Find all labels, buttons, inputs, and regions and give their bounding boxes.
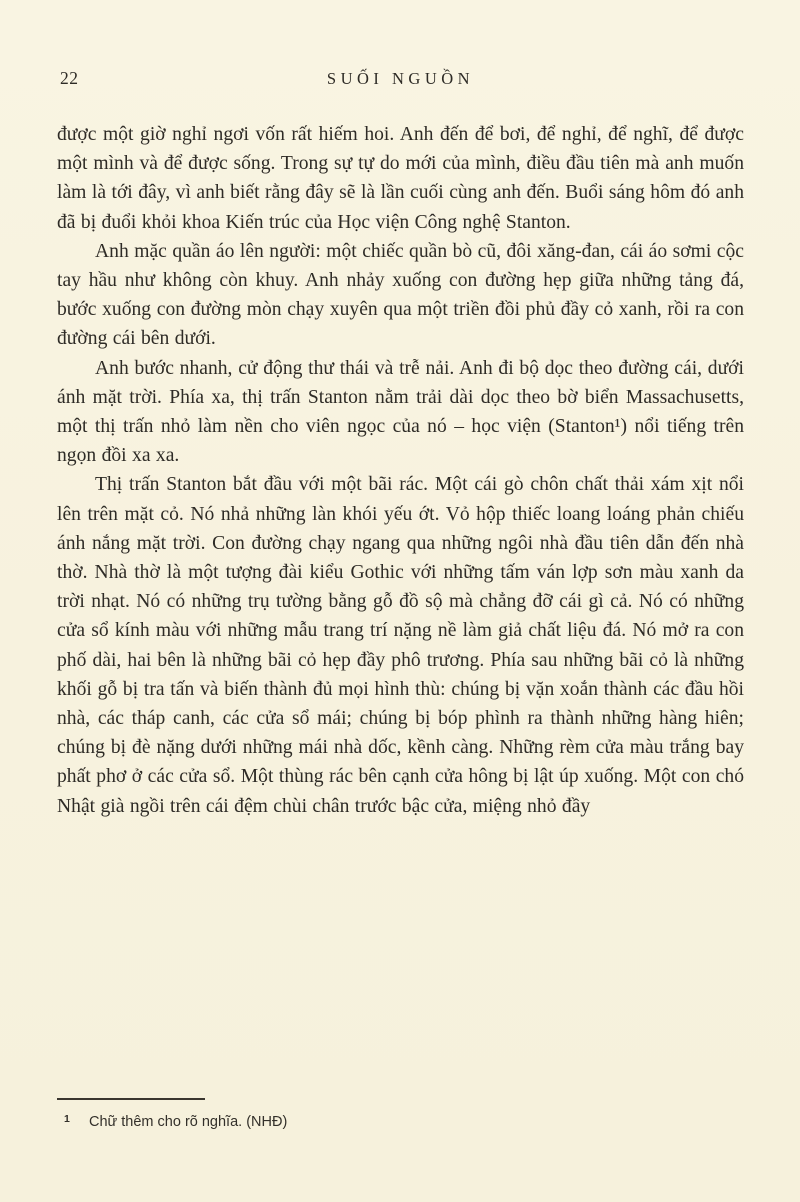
paragraph: được một giờ nghỉ ngơi vốn rất hiếm hoi. Anh đến để bơi, để nghỉ, để nghĩ, để được một mình và để được sống. Trong sự tự do mới của mình, điều đầu tiên mà anh muốn làm là tới đây, vì anh biết rằng đây sẽ là lần cuối cùng anh đến. Buổi sáng hôm đó anh đã bị đuổi khỏi khoa Kiến trúc của Học viện Công nghệ Stanton. [57, 124, 744, 233]
paragraph: Thị trấn Stanton bắt đầu với một bãi rác. Một cái gò chôn chất thải xám xịt nổi lên trên mặt cỏ. Nó nhả những làn khói yếu ớt. Vỏ hộp thiếc loang loáng phản chiếu ánh nắng mặt trời. Con đường chạy ngang qua những ngôi nhà đầu tiên dẫn đến nhà thờ. Nhà thờ là một tượng đài kiểu Gothic với những tấm ván lợp sơn màu xanh da trời nhạt. Nó có những trụ tường bằng gỗ đồ sộ mà chẳng đỡ cái gì cả. Nó có những cửa sổ kính màu với những mẫu trang trí nặng nề làm giả chất liệu đá. Nó mở ra con phố dài, hai bên là những bãi cỏ hẹp đầy phô trương. Phía sau những bãi cỏ là những khối gỗ bị tra tấn và biến thành đủ mọi hình thù: chúng bị vặn xoắn thành các đầu hồi nhà, các tháp canh, các cửa sổ mái; chúng bị bóp phình ra thành những hàng hiên; chúng bị đè nặng dưới những mái nhà dốc, kềnh càng. Những rèm cửa màu trắng bay phất phơ ở các cửa sổ. Một thùng rác bên cạnh cửa hông bị lật úp xuống. Một con chó Nhật già ngồi trên cái đệm chùi chân trước bậc cửa, miệng nhỏ đầy [57, 474, 744, 817]
paragraph: Anh mặc quần áo lên người: một chiếc quần bò cũ, đôi xăng-đan, cái áo sơmi cộc tay hầu như không còn khuy. Anh nhảy xuống con đường hẹp giữa những tảng đá, bước xuống con đường mòn chạy xuyên qua một triền đồi phủ đầy cỏ xanh, rồi ra con đường cái bên dưới. [57, 240, 744, 350]
footnote [57, 1098, 744, 1130]
running-title: SUỐI NGUỒN [326, 69, 475, 88]
footnote-text: Chữ thêm cho rõ nghĩa. (NHĐ) [89, 1114, 288, 1130]
footnote-marker: 1 [64, 1113, 70, 1125]
paragraph: Anh bước nhanh, cử động thư thái và trễ nải. Anh đi bộ dọc theo đường cái, dưới ánh mặt trời. Phía xa, thị trấn Stanton nằm trải dài dọc theo bờ biển Massachusetts, một thị trấn nhỏ làm nền cho viên ngọc của nó – học viện (Stanton¹) nổi tiếng trên ngọn đồi xa xa. [57, 357, 744, 467]
page-header [57, 68, 744, 94]
page-number: 22 [60, 68, 79, 88]
page-body [57, 120, 744, 821]
footnote-row [57, 1114, 744, 1130]
footnote-divider [57, 1098, 205, 1100]
